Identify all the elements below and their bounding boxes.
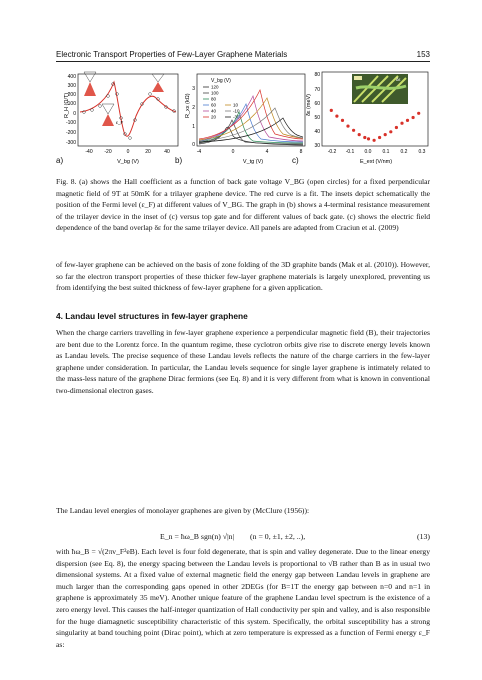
xtick-a: 40 [164,149,170,155]
xlabel-a: V_bg (V) [117,159,139,165]
data-point [352,129,355,132]
legend-entry: 60 [211,102,217,108]
section-title: 4. Landau level structures in few-layer graphene [56,311,248,321]
ytick-c: 40 [314,129,320,135]
xlabel-c: E_ext (V/nm) [359,159,393,165]
figure-panel-a [56,68,186,168]
ytick-a: -200 [65,130,76,136]
data-point [395,126,398,129]
ytick-c: 50 [314,115,320,121]
legend-title: V_bg (V) [211,78,231,84]
data-point [389,130,392,133]
legend-entry: 120 [211,84,219,90]
data-points-c [330,109,421,142]
figure-panel-c [292,68,432,168]
header-rule [56,61,430,62]
ytick-c: 70 [314,87,320,93]
xtick-b: -4 [196,149,202,155]
band-inset-right [152,74,164,92]
ytick-c: 80 [314,72,320,78]
legend-entry: -30 [233,114,240,120]
data-point [400,122,403,125]
ytick-c: 30 [314,143,320,149]
xtick-c: 0.0 [364,149,372,155]
ytick-a: -300 [65,140,76,146]
legend-entry: 100 [211,90,219,96]
legend-entry: 40 [211,108,217,114]
data-point [346,125,349,128]
page-header [56,50,430,59]
paragraph: of few-layer graphene can be achieved on the basis of zone folding of the 3D graphite bands (Mak et al. (2010)). However, so far the electron transport properties of these thicker few-layer graphene materials is largely unexplored, preventing us from identifying the best suited thickness of few-layer graphene for a given application. [56,260,430,293]
figure-panel-b [175,68,310,168]
xtick-a: -40 [85,149,93,155]
running-title: Electronic Transport Properties of Few-Layer Graphene Materials [56,50,288,59]
data-point [384,133,387,136]
paragraph: The Landau level energies of monolayer graphenes are given by (McClure (1956)): [56,506,310,515]
legend-entry: -10 [233,108,240,114]
panel-label-b: b) [175,156,183,165]
xtick-c: 0.2 [400,149,408,155]
xtick-a: 20 [145,149,151,155]
ytick-b: 1 [192,124,195,130]
inset-symbol: δε [396,77,401,82]
xtick-c: 0.1 [382,149,390,155]
ytick-a: -100 [65,120,76,126]
ylabel-b: R_xx (kΩ) [185,93,191,118]
xtick-c: -0.1 [345,149,355,155]
ytick-a: 400 [67,74,76,80]
equation-condition: (n = 0, ±1, ±2, ..), [250,532,306,541]
data-point [367,137,370,140]
ytick-a: 0 [73,111,76,117]
ytick-a: 100 [67,101,76,107]
data-point [417,112,420,115]
ytick-a: 300 [67,83,76,89]
ytick-b: 2 [192,105,195,111]
data-point [363,136,366,139]
ytick-c: 60 [314,101,320,107]
figure-caption: Fig. 8. (a) shows the Hall coefficient as a function of back gate voltage V_BG (open circles) for a fixed perpendicular magnetic field of 9T at 50mK for a trilayer graphene device. The red curve is a fit. The insets depict schematically the position of the Fermi level (ε_F) at different values of V_BG. The graph in (b) shows a 4-terminal resistance measurement of the trilayer device in the inset of (c) versus top gate and for different values of back gate. (c) shows the electric field dependence of the band overlap δε for the same trilayer device. All panels are adapted from Craciun et al. (2009) [56,177,430,233]
legend-entry: 10 [233,102,239,108]
legend-entry: 80 [211,96,217,102]
data-point [335,115,338,118]
xtick-a: 0 [126,149,130,155]
xtick-b: 0 [231,149,235,155]
band-inset-left [84,72,96,96]
xtick-b: 4 [265,149,269,155]
panel-label-a: a) [56,156,64,165]
panel-label-c: c) [292,156,299,165]
page-number: 153 [416,50,430,59]
data-point [378,136,381,139]
resistance-plot [175,68,310,168]
ylabel-a: R_H (Ω/T) [64,92,70,118]
data-point [412,116,415,119]
data-point [341,119,344,122]
ylabel-c: δε (meV) [306,93,312,116]
paragraph: When the charge carriers travelling in few-layer graphene experience a perpendicular magnetic field (B), their trajectories are bent due to the Lorentz force. In the quantum regime, these cyclotron orbits give rise to discrete energy levels known as Landau levels. The precise sequence of these Landau levels reflects the nature of the charge carriers in the few-layer graphene under consideration. In particular, the Landau levels sequence for single layer graphene is intimately related to the mass-less nature of the graphene Dirac fermions (see Eq. 8) and it is very different from what is known in conventional two-dimensional electron gases. [56,328,430,395]
ytick-b: 3 [192,86,195,92]
data-point [330,109,333,112]
data-point [406,119,409,122]
equation-lhs: E_n = ħω_B sgn(n) √|n| [160,532,235,541]
equation-number: (13) [417,532,430,541]
xlabel-b: V_tg (V) [242,159,264,165]
data-point [358,133,361,136]
legend-entry: 20 [211,114,217,120]
data-point [373,139,376,142]
hall-coefficient-plot [56,68,186,168]
fermi-level-label: ε_F [116,120,124,125]
paragraph: with ħω_B = √(2πv_F²eB). Each level is four fold degenerate, that is spin and valley degenerate. Due to the linear energy dispersion (see Eq. 8), the energy spacing between the Landau levels is proportional to √B rather than B as in usual two dimensional systems. At a fixed value of external magnetic field the energy gap between Landau levels in graphene are much larger than the corresponding gaps opened in other 2DEGs (for B=1T the energy gap between n=0 and n=1 in graphene is approximately 35 meV). Another unique feature of the graphene Landau level spectrum is the existence of a zero energy level. This causes the half-integer quantization of Hall conductivity per spin and valley, and is also responsible for the huge diamagnetic susceptibility characteristic of this system. Specifically, the orbital susceptibility has a strong singularity at band touching point (Dirac point), which at zero temperature is expressed as a function of Fermi energy ε_F as: [56,547,430,649]
xtick-b: 8 [299,149,303,155]
xtick-a: -20 [104,149,112,155]
device-micrograph-inset [352,74,408,104]
ytick-a: 200 [67,92,76,98]
band-overlap-plot [298,68,432,168]
xtick-c: 0.3 [418,149,426,155]
ytick-b: 0 [192,142,195,148]
xtick-c: -0.2 [327,149,337,155]
